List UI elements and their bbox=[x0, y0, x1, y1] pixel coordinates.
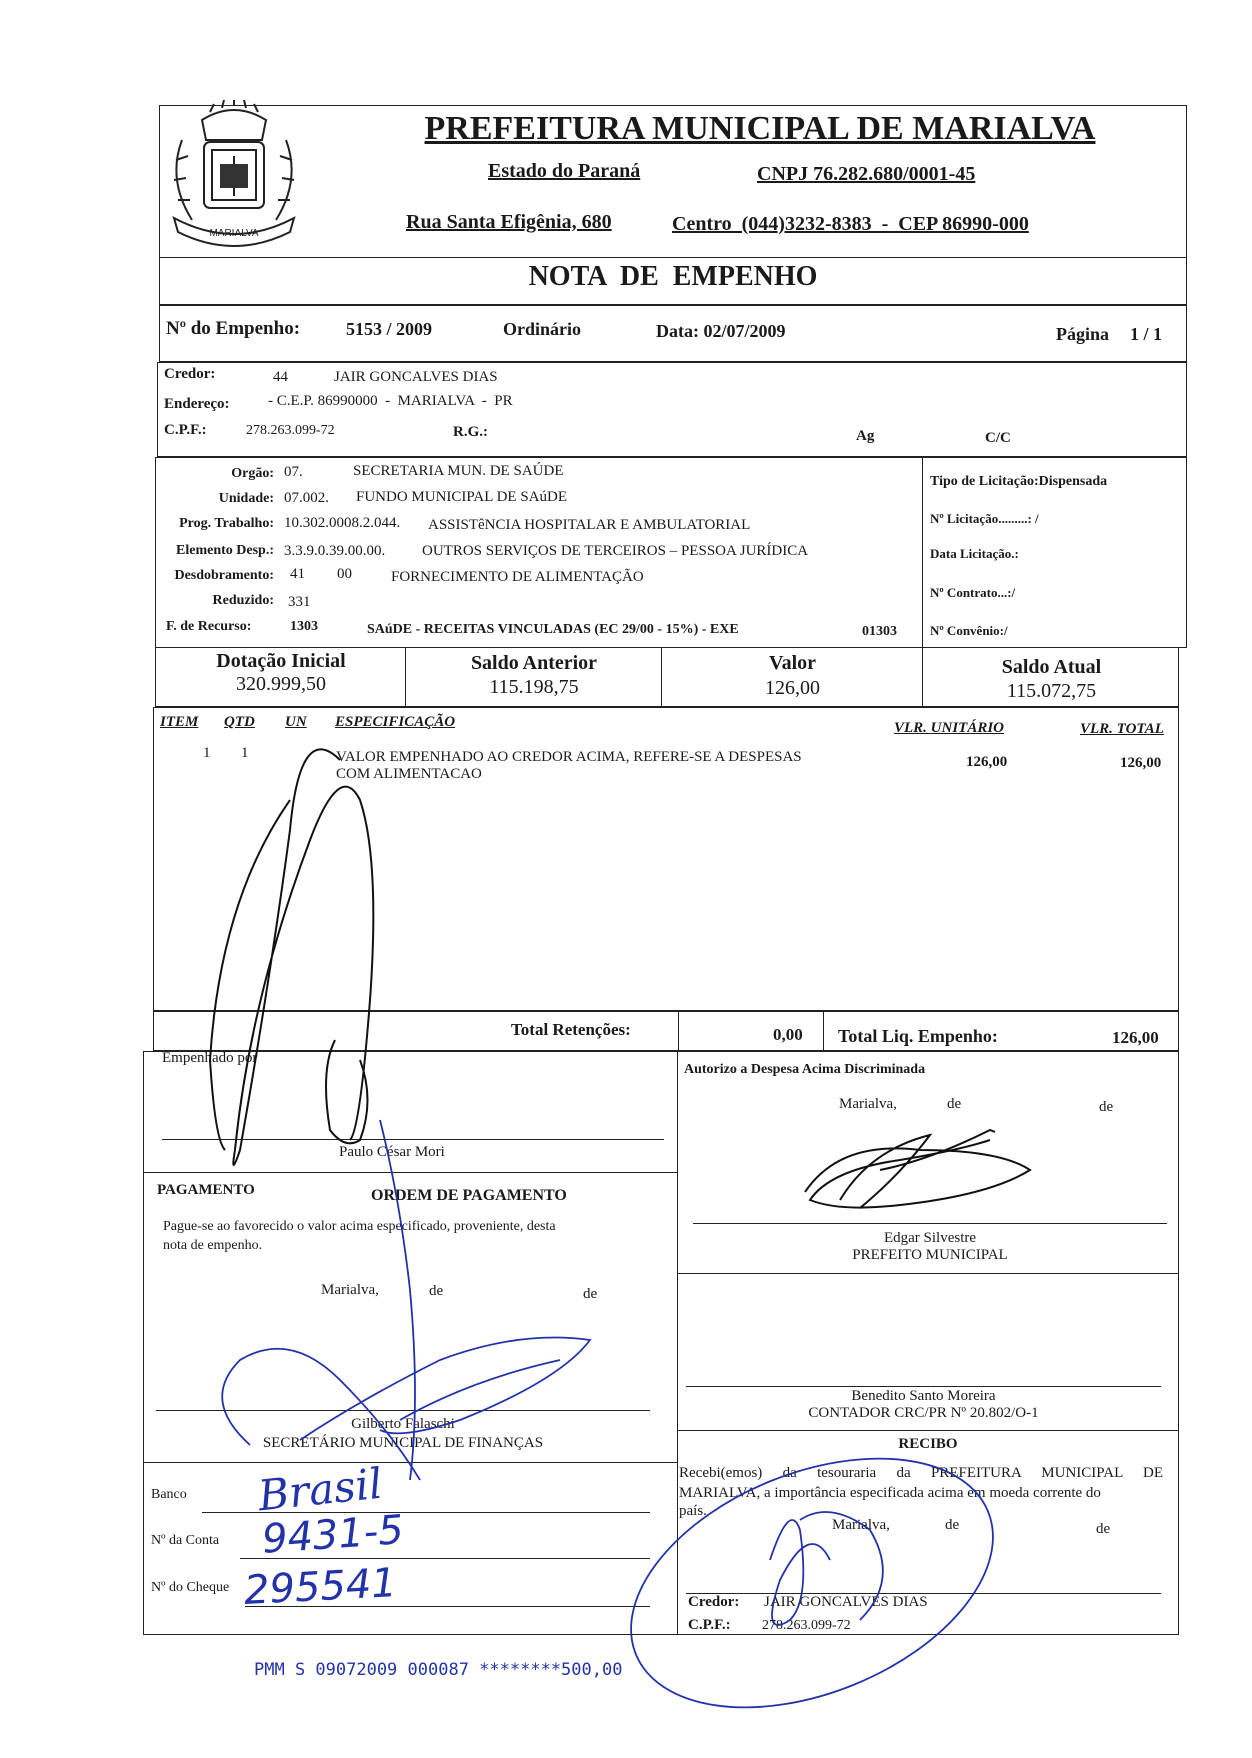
state-label: Estado do Paraná bbox=[488, 160, 641, 182]
recibo-de-2: de bbox=[1096, 1521, 1111, 1537]
dotacao-value: 320.999,50 bbox=[236, 673, 326, 695]
pagamento-local: Marialva, bbox=[321, 1282, 379, 1298]
cnpj-label: CNPJ 76.282.680/0001-45 bbox=[757, 163, 976, 185]
signature-prefeito bbox=[805, 1130, 1030, 1208]
credor-code: 44 bbox=[273, 369, 288, 385]
cpf-value: 278.263.099-72 bbox=[246, 423, 335, 438]
endereco-value: - C.E.P. 86990000 - MARIALVA - PR bbox=[268, 393, 513, 409]
banco-handwritten: Brasil bbox=[255, 1458, 385, 1521]
autorizo-de-1: de bbox=[947, 1096, 962, 1112]
col-item: ITEM bbox=[160, 714, 199, 730]
prog-value: ASSISTêNCIA HOSPITALAR E AMBULATORIAL bbox=[428, 517, 751, 533]
recibo-de-1: de bbox=[945, 1517, 960, 1533]
numero-convenio: Nº Convênio:/ bbox=[930, 623, 1008, 638]
prog-code: 10.302.0008.2.044. bbox=[284, 515, 401, 531]
recibo-text-line3: país. bbox=[679, 1503, 707, 1519]
empenho-type: Ordinário bbox=[503, 319, 582, 339]
unidade-code: 07.002. bbox=[284, 490, 329, 506]
page-title: PREFEITURA MUNICIPAL DE MARIALVA bbox=[424, 110, 1096, 147]
row-unit: 126,00 bbox=[966, 754, 1008, 770]
autorizo-de-2: de bbox=[1099, 1099, 1114, 1115]
pagamento-text-line1: Pague-se ao favorecido o valor acima especificado, proveniente, desta bbox=[163, 1219, 556, 1234]
pagamento-label: PAGAMENTO bbox=[157, 1182, 255, 1198]
recibo-title: RECIBO bbox=[898, 1436, 958, 1452]
saldo-atual-label: Saldo Atual bbox=[1001, 656, 1102, 678]
recibo-local: Marialva, bbox=[832, 1517, 890, 1533]
total-liq-value: 126,00 bbox=[1112, 1028, 1159, 1047]
desdobramento-value: FORNECIMENTO DE ALIMENTAÇÃO bbox=[391, 569, 644, 585]
row-item: 1 bbox=[203, 745, 211, 761]
autorizo-label: Autorizo a Despesa Acima Discriminada bbox=[684, 1062, 926, 1077]
desdobramento-code: 41 bbox=[290, 566, 305, 582]
data-licitacao: Data Licitação.: bbox=[930, 546, 1019, 561]
page-label: Página bbox=[1056, 324, 1110, 344]
cheque-label: Nº do Cheque bbox=[151, 1580, 230, 1595]
signature-empenhado bbox=[233, 749, 373, 1165]
col-qtd: QTD bbox=[224, 714, 255, 730]
orgao-value: SECRETARIA MUN. DE SAÚDE bbox=[353, 463, 564, 479]
desdobramento-label: Desdobramento: bbox=[174, 568, 274, 583]
recurso-code: 1303 bbox=[290, 619, 318, 634]
col-especificacao: ESPECIFICAÇÃO bbox=[335, 714, 456, 730]
row-total: 126,00 bbox=[1120, 755, 1162, 771]
ag-label: Ag bbox=[856, 428, 875, 444]
authentication-stamp: PMM S 09072009 000087 ********500,00 bbox=[254, 1660, 623, 1680]
numero-contrato: Nº Contrato...:/ bbox=[930, 585, 1016, 600]
secretario-cargo: SECRETÁRIO MUNICIPAL DE FINANÇAS bbox=[262, 1435, 544, 1451]
row-esp-line2: COM ALIMENTACAO bbox=[336, 766, 482, 782]
pagamento-de-2: de bbox=[583, 1286, 598, 1302]
retencoes-label: Total Retenções: bbox=[511, 1020, 631, 1039]
orgao-code: 07. bbox=[284, 464, 303, 480]
elemento-label: Elemento Desp.: bbox=[176, 543, 274, 558]
recurso-number: 01303 bbox=[862, 624, 897, 639]
unidade-label: Unidade: bbox=[218, 491, 274, 506]
cheque-handwritten: 295541 bbox=[242, 1560, 398, 1614]
credor-name: JAIR GONCALVES DIAS bbox=[334, 369, 498, 385]
tipo-licitacao-text: Tipo de Licitação:Dispensada bbox=[930, 474, 1108, 489]
cc-label: C/C bbox=[985, 430, 1011, 446]
banco-label: Banco bbox=[151, 1487, 187, 1502]
empenho-number: 5153 / 2009 bbox=[346, 319, 433, 339]
reduzido-value: 331 bbox=[288, 594, 311, 610]
address-label: Rua Santa Efigênia, 680 bbox=[406, 211, 612, 233]
endereco-label: Endereço: bbox=[164, 396, 230, 412]
conta-label: Nº da Conta bbox=[151, 1533, 220, 1548]
elemento-code: 3.3.9.0.39.00.00. bbox=[284, 543, 386, 559]
credor-label: Credor: bbox=[164, 366, 216, 382]
recibo-text-line1-span: Recebi(emos) da tesouraria da PREFEITURA MUNICIPAL DE bbox=[679, 1465, 1163, 1481]
prefeito-cargo: PREFEITO MUNICIPAL bbox=[852, 1247, 1008, 1263]
ordem-pagamento-title: ORDEM DE PAGAMENTO bbox=[371, 1187, 567, 1204]
recibo-text-line2: MARIALVA, a importância especificada acima em moeda corrente do bbox=[679, 1485, 1101, 1501]
reduzido-label: Reduzido: bbox=[212, 593, 274, 608]
cpf-label: C.P.F.: bbox=[164, 422, 207, 438]
empenhado-label: Empenhado por bbox=[162, 1050, 258, 1066]
signature-secretario bbox=[222, 1338, 590, 1481]
prog-label: Prog. Trabalho: bbox=[179, 516, 274, 531]
saldo-atual-value: 115.072,75 bbox=[1006, 680, 1097, 702]
valor-label: Valor bbox=[768, 652, 817, 674]
retencoes-value: 0,00 bbox=[773, 1025, 803, 1044]
row-qtd: 1 bbox=[241, 745, 249, 761]
recibo-cpf-label: C.P.F.: bbox=[688, 1617, 731, 1633]
desdobramento-sub: 00 bbox=[337, 566, 352, 582]
col-vlr-unitario: VLR. UNITÁRIO bbox=[894, 720, 1005, 736]
pagamento-de-1: de bbox=[429, 1283, 444, 1299]
autorizo-local: Marialva, bbox=[839, 1096, 897, 1112]
saldo-anterior-value: 115.198,75 bbox=[489, 676, 579, 698]
secretario-name: Gilberto Falaschi bbox=[351, 1416, 455, 1432]
empenho-date: Data: 02/07/2009 bbox=[656, 321, 786, 341]
contact-label: Centro (044)3232-8383 - CEP 86990-000 bbox=[672, 213, 1029, 235]
row-esp-line1: VALOR EMPENHADO AO CREDOR ACIMA, REFERE-SE A DESPESAS bbox=[336, 749, 802, 765]
prefeito-name: Edgar Silvestre bbox=[883, 1230, 977, 1246]
dotacao-label: Dotação Inicial bbox=[216, 650, 346, 672]
unidade-value: FUNDO MUNICIPAL DE SAúDE bbox=[356, 489, 567, 505]
svg-text:MARIALVA: MARIALVA bbox=[209, 228, 259, 239]
recibo-credor-label: Credor: bbox=[688, 1594, 740, 1610]
recibo-credor-name: JAIR GONCALVES DIAS bbox=[764, 1594, 928, 1610]
recurso-value: SAúDE - RECEITAS VINCULADAS (EC 29/00 - 15%) - EXE bbox=[367, 622, 739, 637]
valor-value: 126,00 bbox=[765, 677, 820, 699]
pagamento-text-line2: nota de empenho. bbox=[163, 1238, 263, 1253]
contador-cargo: CONTADOR CRC/PR Nº 20.802/O-1 bbox=[808, 1405, 1039, 1421]
document-title: NOTA DE EMPENHO bbox=[528, 261, 818, 292]
col-un: UN bbox=[285, 714, 307, 730]
orgao-label: Orgão: bbox=[231, 466, 274, 481]
saldo-anterior-label: Saldo Anterior bbox=[470, 652, 598, 674]
numero-licitacao: Nº Licitação.........: / bbox=[930, 511, 1039, 526]
page-number: 1 / 1 bbox=[1130, 324, 1163, 344]
col-vlr-total: VLR. TOTAL bbox=[1080, 721, 1164, 737]
empenhado-name: Paulo César Mori bbox=[339, 1144, 445, 1160]
total-liq-label: Total Liq. Empenho: bbox=[838, 1026, 998, 1046]
rg-label: R.G.: bbox=[453, 424, 488, 440]
empenho-number-label: Nº do Empenho: bbox=[166, 318, 301, 339]
conta-handwritten: 9431-5 bbox=[260, 1507, 406, 1563]
contador-name: Benedito Santo Moreira bbox=[851, 1388, 996, 1404]
recibo-cpf-value: 278.263.099-72 bbox=[762, 1618, 851, 1633]
elemento-value: OUTROS SERVIÇOS DE TERCEIROS – PESSOA JURÍDICA bbox=[422, 543, 809, 559]
recurso-label: F. de Recurso: bbox=[166, 619, 252, 634]
